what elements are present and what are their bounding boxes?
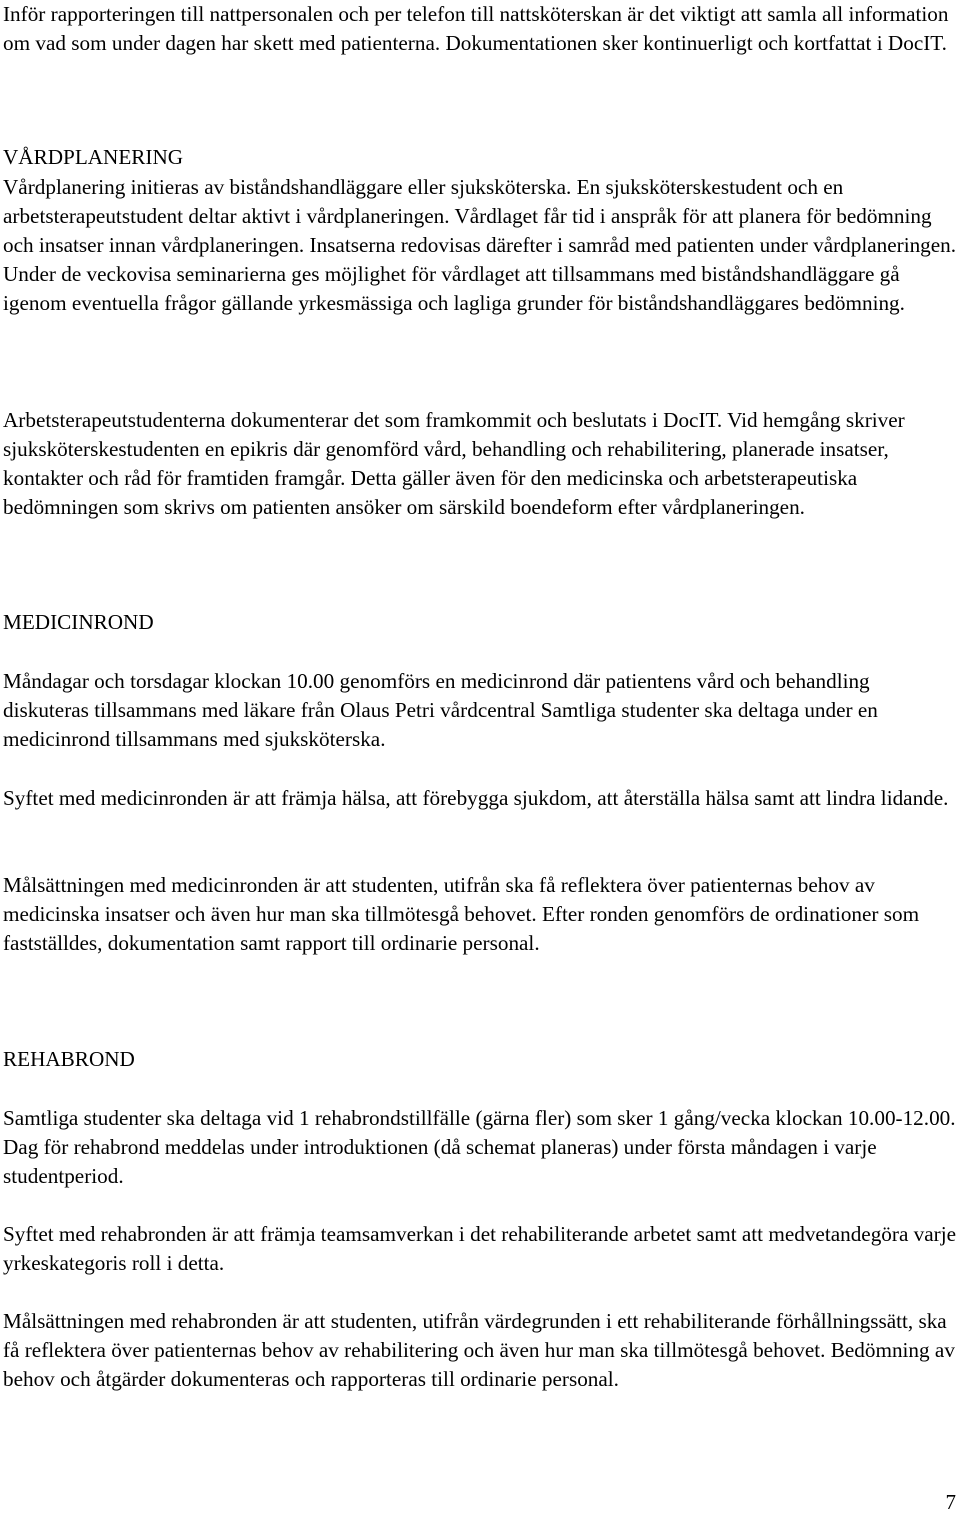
rehabrond-heading: REHABROND — [3, 1047, 135, 1071]
rehabrond-paragraph-1: Samtliga studenter ska deltaga vid 1 rehabrondstillfälle (gärna fler) som sker 1 gång/vecka klockan 10.00-12.00. Dag för rehabrond meddelas under introduktionen (då schemat planeras) under första måndagen i varje studentperiod. — [3, 1106, 956, 1188]
medicinrond-paragraph-2: Syftet med medicinronden är att främja hälsa, att förebygga sjukdom, att återställa hälsa samt att lindra lidande. — [3, 786, 949, 810]
medicinrond-paragraph-1: Måndagar och torsdagar klockan 10.00 genomförs en medicinrond där patientens vård och behandling diskuteras tillsammans med läkare från Olaus Petri vårdcentral Samtliga studenter ska deltaga under en medicinrond tillsammans med sjuksköterska. — [3, 669, 878, 751]
rehabrond-paragraph-2: Syftet med rehabronden är att främja teamsamverkan i det rehabiliterande arbetet samt att medvetandegöra varje yrkeskategoris roll i detta. — [3, 1222, 957, 1275]
medicinrond-paragraph-3: Målsättningen med medicinronden är att studenten, utifrån ska få reflektera över patienternas behov av medicinska insatser och även hur man ska tillmötesgå behovet. Efter ronden genomförs de ordinationer som fastställdes, dokumentation samt rapport till ordinarie personal. — [3, 873, 920, 955]
rehabrond-paragraph-3: Målsättningen med rehabronden är att studenten, utifrån värdegrunden i ett rehabiliterande förhållningssätt, ska få reflektera över patienternas behov av rehabilitering och även hur man ska tillmötesgå behovet. Bedömning av behov och åtgärder dokumenteras och rapporteras till ordinarie personal. — [3, 1309, 955, 1391]
intro-paragraph: Inför rapporteringen till nattpersonalen och per telefon till nattsköterskan är det viktigt att samla all information om vad som under dagen har skett med patienterna. Dokumentationen sker kontinuerligt och kortfattat i DocIT. — [3, 2, 949, 55]
vardplanering-heading: VÅRDPLANERING — [3, 145, 184, 169]
page-number: 7 — [945, 1490, 956, 1514]
vardplanering-paragraph-2: Arbetsterapeutstudenterna dokumenterar det som framkommit och beslutats i DocIT. Vid hemgång skriver sjuksköterskestudenten en epikris där genomförd vård, behandling och rehabilitering, planerade insatser, kontakter och råd för framtiden framgår. Detta gäller även för den medicinska och arbetsterapeutiska bedömningen som skrivs om patienten ansöker om särskild boendeform efter vårdplaneringen. — [3, 408, 905, 519]
medicinrond-heading: MEDICINROND — [3, 610, 154, 634]
vardplanering-paragraph-1: Vårdplanering initieras av biståndshandläggare eller sjuksköterska. En sjuksköterskestudent och en arbetsterapeutstudent deltar aktivt i vårdplaneringen. Vårdlaget får tid i anspråk för att planera för bedömning och insatser innan vårdplaneringen. Insatserna redovisas därefter i samråd med patienten under vårdplaneringen. Under de veckovisa seminarierna ges möjlighet för vårdlaget att tillsammans med biståndshandläggare gå igenom eventuella frågor gällande yrkesmässiga och lagliga grunder för biståndshandläggares bedömning. — [3, 175, 957, 315]
